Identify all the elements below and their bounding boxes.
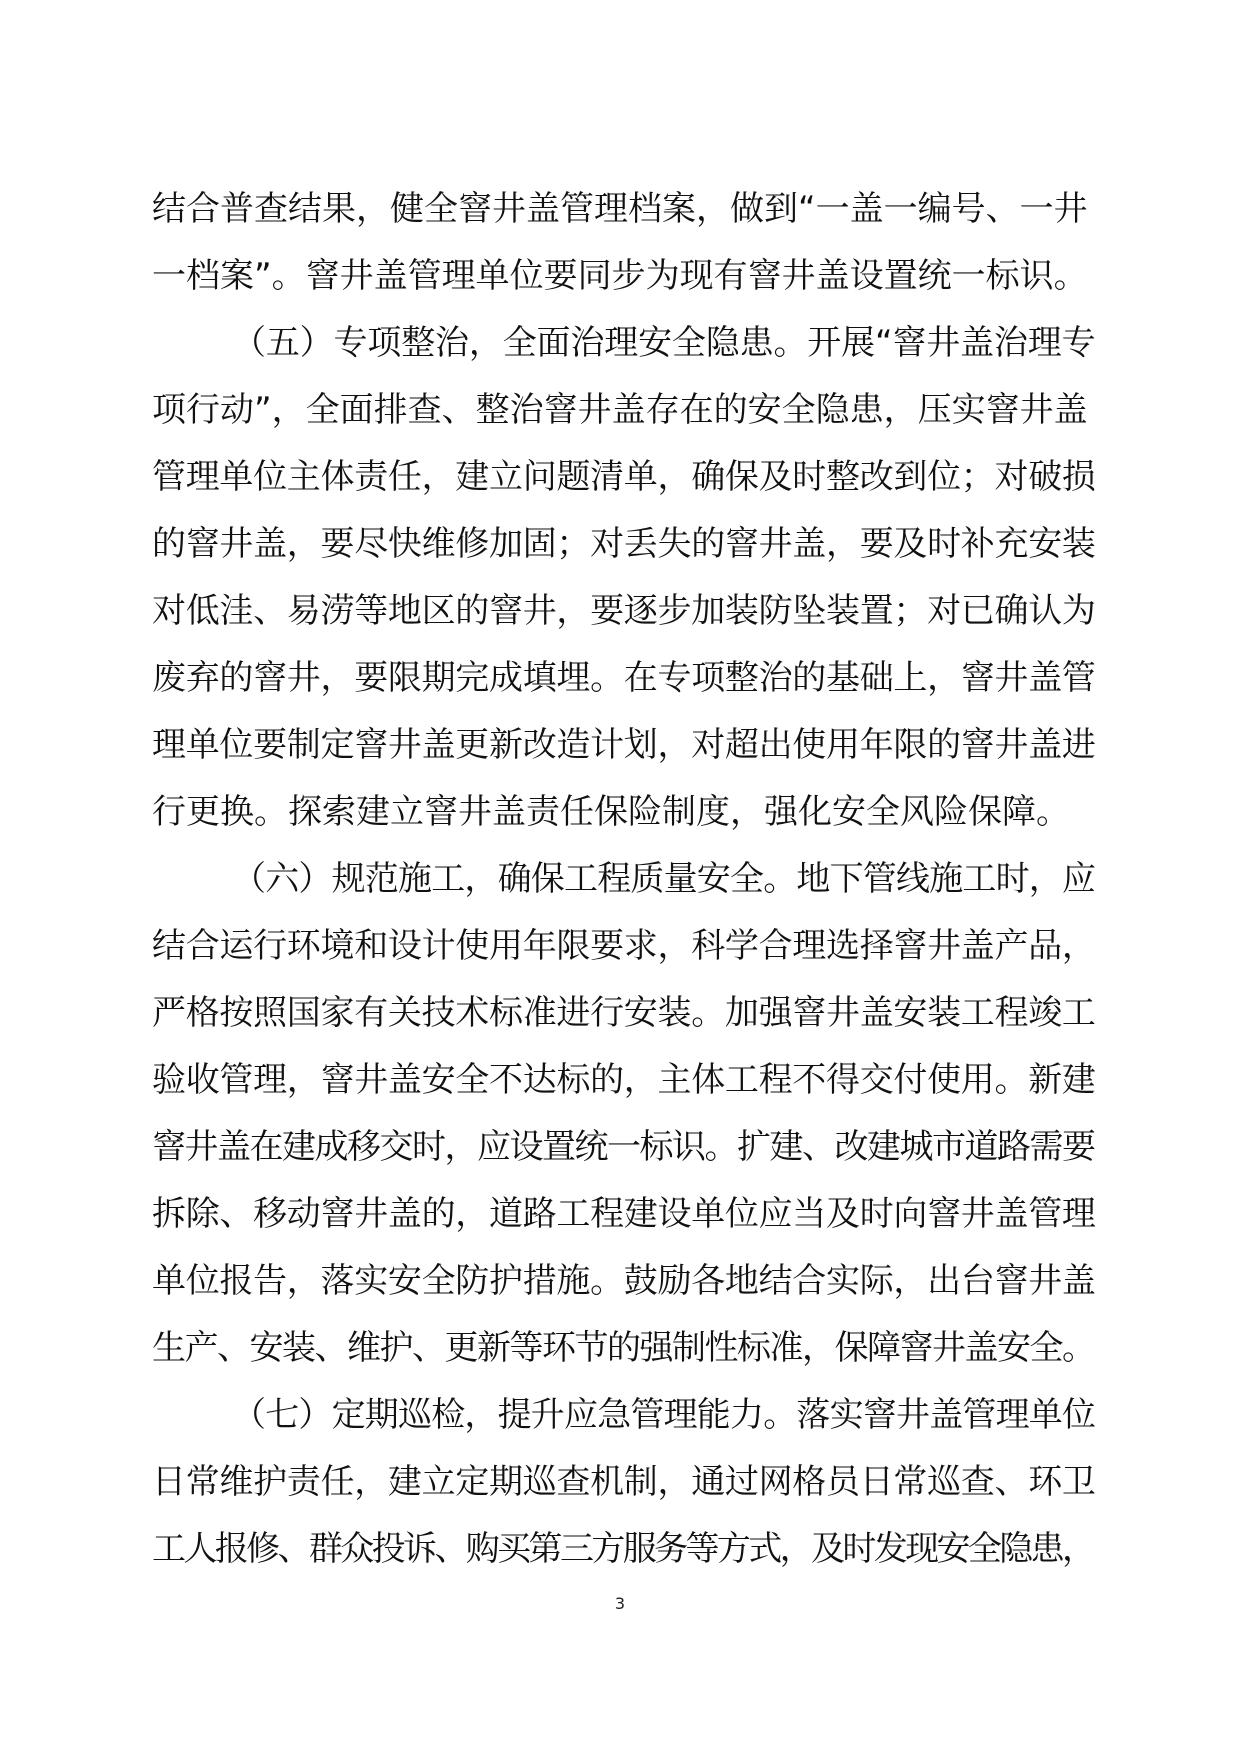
text-line: 项行动”，全面排查、整治窨井盖存在的安全隐患，压实窨井盖: [152, 390, 1088, 430]
text-line: 日常维护责任，建立定期巡查机制，通过网格员日常巡查、环卫: [152, 1462, 1096, 1502]
text-line: 对低洼、易涝等地区的窨井，要逐步加装防坠装置；对已确认为: [152, 591, 1096, 631]
text-line: 结合普查结果，健全窨井盖管理档案，做到“一盖一编号、一井: [152, 189, 1088, 229]
body-text: [152, 176, 1096, 1583]
text-line: 工人报修、群众投诉、购买第三方服务等方式，及时发现安全隐患，: [152, 1529, 1094, 1569]
text-line: （七）定期巡检，提升应急管理能力。落实窨井盖管理单位: [232, 1395, 1096, 1435]
text-line: 管理单位主体责任，建立问题清单，确保及时整改到位；对破损: [152, 457, 1096, 497]
text-line: （五）专项整治，全面治理安全隐患。开展“窨井盖治理专: [232, 323, 1096, 363]
text-line: 单位报告，落实安全防护措施。鼓励各地结合实际，出台窨井盖: [152, 1261, 1096, 1301]
text-line: 一档案”。窨井盖管理单位要同步为现有窨井盖设置统一标识。: [152, 256, 1088, 296]
page-number: 3: [614, 1594, 626, 1613]
text-line: 严格按照国家有关技术标准进行安装。加强窨井盖安装工程竣工: [152, 993, 1096, 1033]
text-line: 的窨井盖，要尽快维修加固；对丢失的窨井盖，要及时补充安装: [152, 524, 1096, 564]
text-line: （六）规范施工，确保工程质量安全。地下管线施工时，应: [232, 859, 1096, 899]
text-line: 窨井盖在建成移交时，应设置统一标识。扩建、改建城市道路需要: [152, 1127, 1095, 1167]
text-line: 结合运行环境和设计使用年限要求，科学合理选择窨井盖产品，: [152, 926, 1096, 966]
text-line: 验收管理，窨井盖安全不达标的，主体工程不得交付使用。新建: [152, 1060, 1096, 1100]
text-line: 理单位要制定窨井盖更新改造计划，对超出使用年限的窨井盖进: [152, 725, 1096, 765]
text-line: 行更换。探索建立窨井盖责任保险制度，强化安全风险保障。: [152, 792, 1070, 832]
text-line: 拆除、移动窨井盖的，道路工程建设单位应当及时向窨井盖管理: [152, 1194, 1096, 1234]
text-line: 生产、安装、维护、更新等环节的强制性标准，保障窨井盖安全。: [152, 1328, 1095, 1368]
text-line: 废弃的窨井，要限期完成填埋。在专项整治的基础上，窨井盖管: [152, 658, 1096, 698]
